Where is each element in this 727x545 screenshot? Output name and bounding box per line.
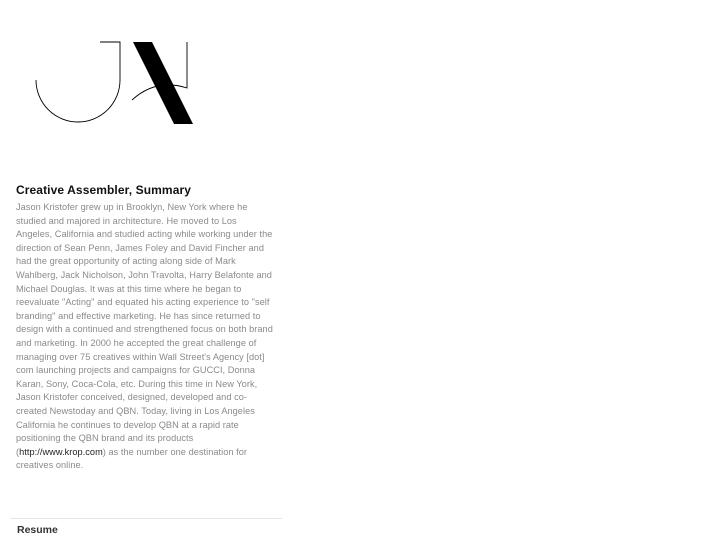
summary-bio <box>16 201 274 473</box>
krop-link[interactable]: http://www.krop.com <box>19 446 103 457</box>
bio-text: Jason Kristofer grew up in Brooklyn, New York where he studied and majored in architecture. He moved to Los Angeles, California and studied acting while working under the direction of Sean Penn, James Foley and David Fincher and had the great opportunity of acting along side of Mark Wahlberg, Jack Nicholson, John Travolta, Harry Belafonte and Michael Douglas. It was at this time where he began to reevaluate "Acting" and equated his acting experience to "self branding" and effective marketing. He has since returned to design with a continued and strengthened focus on both brand and marketing. In 2000 he accepted the great challenge of managing over 75 creatives within Wall Street's Agency [dot] com launching projects and campaigns for GUCCI, Donna Karan, Sony, Coca-Cola, etc. During this time in New York, Jason Kristofer conceived, designed, developed and co-created Newstoday and QBN. Today, living in Los Angeles California he continues to develop QBN at a rapid rate positioning the QBN brand and its products ( <box>16 202 273 457</box>
ja-monogram-logo <box>34 40 196 128</box>
resume-link[interactable]: Resume <box>17 524 58 536</box>
bio-text-end: ) as the number one destination for creatives online. <box>16 446 248 471</box>
logo-letter-a-stroke <box>133 42 193 124</box>
summary-section <box>16 182 274 473</box>
logo-letter-j <box>36 42 120 122</box>
summary-title: Creative Assembler, Summary <box>16 183 192 197</box>
divider <box>10 518 282 519</box>
